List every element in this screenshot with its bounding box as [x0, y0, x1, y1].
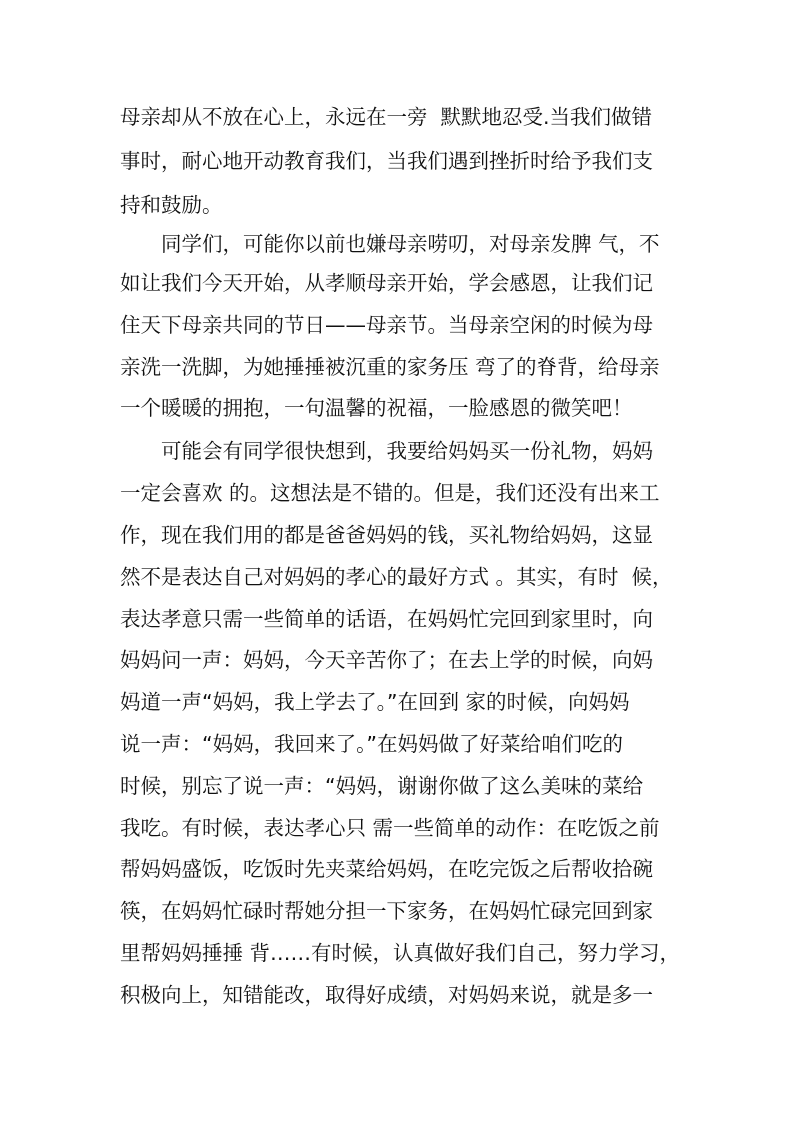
text-line: 一个暖暖的拥抱，一句温馨的祝福，一脸感恩的微笑吧！ — [120, 396, 633, 420]
text-line: 然不是表达自己对妈妈的孝心的最好方式 。其实，有时 候， — [120, 565, 673, 589]
text-line: 事时，耐心地开动教育我们，当我们遇到挫折时给予我们支 — [120, 149, 653, 173]
text-line: 同学们，可能你以前也嫌母亲唠叨，对母亲发脾 气，不 — [161, 232, 660, 256]
text-line: 妈道一声“妈妈，我上学去了。”在回到 家的时候，向妈妈 — [120, 690, 630, 714]
text-line: 可能会有同学很快想到，我要给妈妈买一份礼物，妈妈 — [161, 439, 653, 463]
text-line: 帮妈妈盛饭，吃饭时先夹菜给妈妈，在吃完饭之后帮收拾碗 — [120, 857, 653, 881]
text-line: 表达孝意只需一些简单的话语，在妈妈忙完回到家里时，向 — [120, 607, 653, 631]
text-line: 我吃。有时候，表达孝心只 需一些简单的动作：在吃饭之前 — [120, 816, 660, 840]
text-line: 筷，在妈妈忙碌时帮她分担一下家务，在妈妈忙碌完回到家 — [120, 899, 653, 923]
text-line: 亲洗一洗脚，为她捶捶被沉重的家务压 弯了的脊背，给母亲 — [120, 355, 660, 379]
text-line: 作，现在我们用的都是爸爸妈妈的钱，买礼物给妈妈，这显 — [120, 523, 653, 547]
text-line: 说一声：“妈妈，我回来了。”在妈妈做了好菜给咱们吃的 — [120, 732, 623, 756]
text-line: 持和鼓励。 — [120, 193, 223, 217]
text-line: 一定会喜欢 的。这想法是不错的。但是，我们还没有出来工 — [120, 481, 660, 505]
text-line: 母亲却从不放在心上，永远在一旁 默默地忍受.当我们做错 — [120, 105, 653, 129]
text-line: 时候，别忘了说一声：“妈妈，谢谢你做了这么美味的菜给 — [120, 774, 644, 798]
text-line: 里帮妈妈捶捶 背……有时候，认真做好我们自己，努力学习， — [120, 941, 681, 965]
text-line: 妈妈问一声：妈妈，今天辛苦你了；在去上学的时候，向妈 — [120, 648, 653, 672]
text-line: 积极向上，知错能改，取得好成绩，对妈妈来说，就是多一 — [120, 983, 653, 1007]
text-line: 如让我们今天开始，从孝顺母亲开始，学会感恩，让我们记 — [120, 271, 653, 295]
text-line: 住天下母亲共同的节日——母亲节。当母亲空闲的时候为母 — [120, 313, 653, 337]
